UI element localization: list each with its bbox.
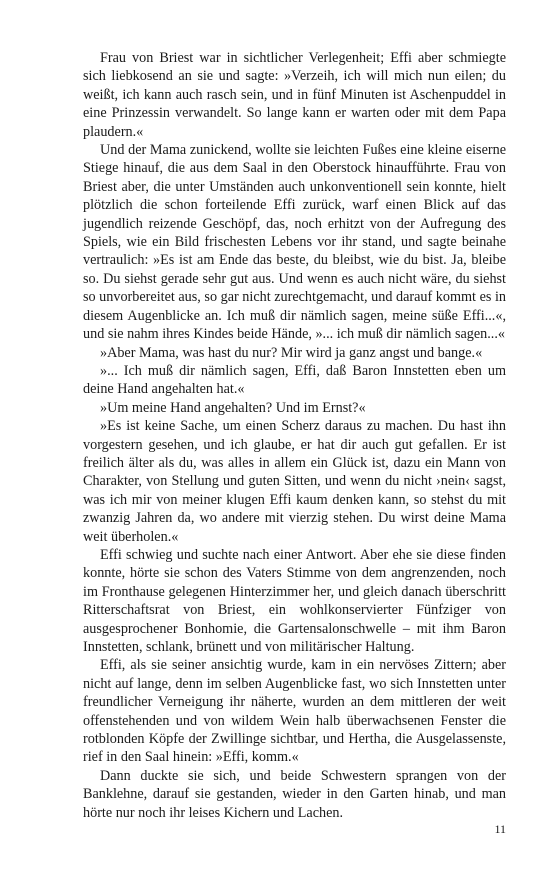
paragraph-2: Und der Mama zunickend, wollte sie leichten Fußes eine kleine eiserne Stiege hinauf, die aus dem Saal in den Oberstock hinaufführte. Frau von Briest aber, die unter Umständen auch unkonventionell sein konnte, hielt plötzlich die schon forteilende Effi zurück, warf einen Blick auf das jugendlich reizende Geschöpf, das, noch erhitzt von der Aufregung des Spiels, wie ein Bild frischesten Lebens vor ihr stand, und sagte beinahe vertraulich: »Es ist am Ende das beste, du bleibst, wie du bist. Ja, bleibe so. Du siehst gerade sehr gut aus. Und wenn es auch nicht wäre, du siehst so unvorbereitet aus, so gar nicht zurechtgemacht, und darauf kommt es in diesem Augenblicke an. Ich muß dir nämlich sagen, meine süße Effi...«, und sie nahm ihres Kindes beide Hände, »... ich muß dir nämlich sagen...« [83, 142, 506, 343]
paragraph-1: Frau von Briest war in sichtlicher Verlegenheit; Effi aber schmiegte sich liebkosend an sie und sagte: »Verzeih, ich will mich nun eilen; du weißt, ich kann auch rasch sein, und in fünf Minuten ist Aschenpuddel in eine Prinzessin verwandelt. So lange kann er warten oder mit dem Papa plaudern.« [83, 50, 506, 140]
paragraph-8: Effi, als sie seiner ansichtig wurde, kam in ein nervöses Zittern; aber nicht auf lange, denn im selben Augenblicke fast, wo sich Innstetten unter freundlicher Verneigung ihr näherte, wurden an dem mittleren der weit offenstehenden und von wildem Wein halb überwachsenen Fenster die rotblonden Köpfe der Zwillinge sichtbar, und Hertha, die Ausgelassenste, rief in den Saal hinein: »Effi, komm.« [83, 657, 506, 766]
page-number: 11 [494, 822, 506, 836]
paragraph-4: »... Ich muß dir nämlich sagen, Effi, daß Baron Innstetten eben um deine Hand angehalten hat.« [83, 362, 506, 398]
paragraph-5: »Um meine Hand angehalten? Und im Ernst?« [100, 399, 366, 416]
paragraph-3: »Aber Mama, was hast du nur? Mir wird ja ganz angst und bange.« [100, 344, 483, 361]
paragraph-6: »Es ist keine Sache, um einen Scherz daraus zu machen. Du hast ihn vorgestern gesehen, und ich glaube, er hat dir auch gut gefallen. Er ist freilich älter als du, was alles in allem ein Glück ist, dazu ein Mann von Charakter, von Stellung und guten Sitten, und wenn du nicht ›nein‹ sagst, was ich mir von meiner klugen Effi kaum denken kann, so stehst du mit zwanzig Jahren da, wo andere mit vierzig stehen. Du wirst deine Mama weit überholen.« [83, 418, 506, 545]
paragraph-7: Effi schwieg und suchte nach einer Antwort. Aber ehe sie diese finden konnte, hörte sie schon des Vaters Stimme von dem angrenzenden, noch im Fronthause gelegenen Hinterzimmer her, und gleich danach überschritt Ritterschaftsrat von Briest, ein wohlkonservierter Fünfziger von ausgesprochener Bonhomie, die Gartensalonschwelle – mit ihm Baron Innstetten, schlank, brünett und von militärischer Haltung. [83, 546, 506, 655]
body-text [83, 49, 506, 822]
paragraph-9: Dann duckte sie sich, und beide Schwestern sprangen von der Banklehne, darauf sie gestanden, wieder in den Garten hinab, und man hörte nur noch ihr leises Kichern und Lachen. [83, 767, 506, 821]
